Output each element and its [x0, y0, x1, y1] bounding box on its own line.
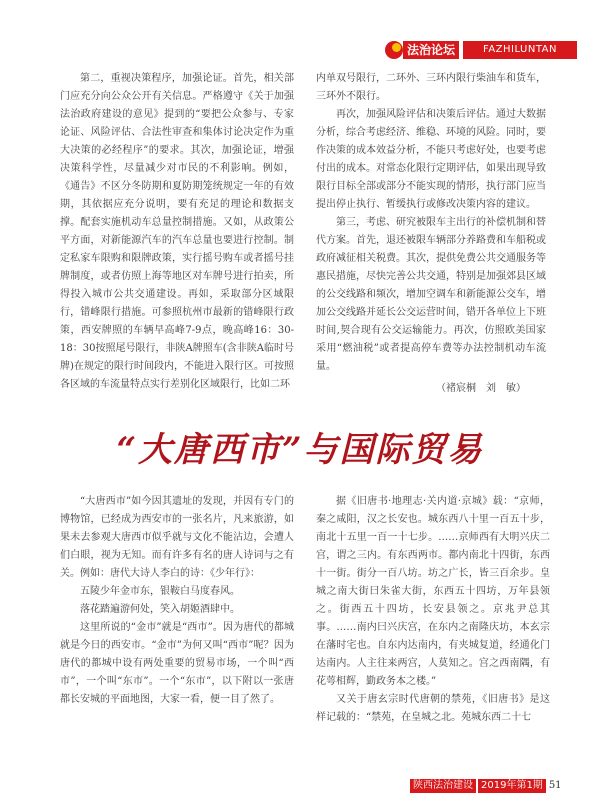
paragraph: 据《旧唐书·地理志·关内道·京城》载：“京师，秦之咸阳，汉之长安也。城东西八十里一百五十步，南北十五里一百一十七步。……京师西有大明兴庆二宫，谓之三内。有东西两市。都内南北十四街，东西十一街。街分一百八坊。坊之广长，皆三百余步。皇城之南大街曰朱雀大街，东西五十四坊，万年县领之。街西五十四坊，长安县领之。京兆尹总其事。……南内曰兴庆宫，在东内之南隆庆坊，本玄宗在藩时宅也。自东内达南内，有夹城复道，经通化门达南内。人主往来两宫，人莫知之。宫之西南隅，有花萼相辉，勤政务本之楼。”: [316, 496, 550, 687]
paragraph: 再次，加强风险评估和决策后评估。通过大数据分析，综合考虑经济、维稳、环境的风险。同时，要作决策的成本效益分析，不能只考虑好处，也要考虑付出的成本。对常态化限行定期评估，如果出现导致限行目标全部或部分不能实现的情形，执行部门应当提出停止执行、暂缓执行或修改决策内容的建议。: [316, 109, 546, 210]
paragraph: 又关于唐玄宗时代唐朝的禁苑，《旧唐书》是这样记载的：“禁苑，在皇城之北。苑城东西二十七: [316, 694, 550, 723]
column-name-en: FAZHILUNTAN: [463, 41, 577, 59]
publication-name: 陕西法治建设: [410, 779, 476, 793]
paragraph: “大唐西市”如今因其遗址的发现，并因有专门的博物馆，已经成为西安市的一张名片，凡来旅游，如果未去参观大唐西市似乎就与文化不能沾边，会遭人们白眼，视为无知。而有许多有名的唐人诗词与之有关。例如：唐代大诗人李白的诗：《少年行》：: [60, 496, 294, 579]
paragraph: 内单双号限行，二环外、三环内限行柴油车和货车，三环外不限行。: [316, 73, 546, 102]
paragraph: 第三，考虑、研究被限车主出行的补偿机制和替代方案。首先，退还被限车辆部分养路费和车船税或政府减征相关税费。其次，提供免费公共交通服务等惠民措施，尽快完善公共交通，特别是加强郊县区域的公交线路和频次，增加空调车和新能源公交车，增加公交线路并延长公交运营时间，错开各单位上下班时间,契合现有公交运输能力。再次，仿照欧美国家采用“燃油税”或者提高停车费等办法控制机动车流量。: [316, 217, 546, 372]
paragraph: 第二，重视决策程序，加强论证。首先，相关部门应充分向公众公开有关信息。严格遵守《关于加强法治政府建设的意见》提到的“要把公众参与、专家论证、风险评估、合法性审查和集体讨论决定作为重大决策的必经程序”的要求。其次，加强论证，增强决策科学性，尽量减少对市民的不利影响。例如，《通告》不区分冬防期和夏防期笼统规定一年的有效期，其依据应充分说明，要有充足的理论和数据支撑。配套实施机动车总量控制措施。又如，从政策公平方面，对新能源汽车的汽车总量也要进行控制。制定私家车限购和限牌政策，实行摇号购车或者摇号挂牌制度，或者仿照上海等地区对车牌号进行拍卖，所得投入城市公共交通建设。再如，采取部分区域限行，错峰限行措施。可参照杭州市最新的错峰限行政策，西安牌照的车辆早高峰7-9点，晚高峰16：30-18：30按照尾号限行，非陕A牌照车(含非陕A临时号牌)在规定的限行时间段内，不能进入限行区。可按照各区域的车流量特点实行差别化区域限行，比如二环: [60, 73, 294, 390]
page-number: 51: [548, 780, 562, 791]
issue-label: 2019年第1期: [478, 779, 546, 793]
column-header: [385, 40, 577, 60]
article2-right-column: [316, 493, 550, 727]
paragraph: 这里所说的“金市”就是“西市”。因为唐代的都城就是今日的西安市。“金市”为何又叫“西市”呢？因为唐代的都城中设有两处重要的贸易市场，一个叫“西市”，一个叫“东市”。一个“东市”，以下附以一张唐都长安城的平面地图，大家一看，便一目了然了。: [60, 622, 294, 705]
poem-line: 落花踏遍游何处，笑入胡姬酒肆中。: [80, 604, 240, 615]
poem-line: 五陵少年金市东，银鞍白马度春风。: [80, 586, 240, 597]
article1-right-column: [316, 70, 546, 398]
column-name-cn: 法治论坛: [403, 41, 459, 59]
article2-left-column: [60, 493, 294, 709]
column-logo-icon: [385, 41, 403, 59]
article2-title: “大唐西市”与国际贸易: [116, 430, 484, 470]
article1-left-column: [60, 70, 294, 394]
page-footer: [410, 773, 562, 791]
article1-author: （褚宸桐 刘 敏）: [436, 383, 526, 394]
